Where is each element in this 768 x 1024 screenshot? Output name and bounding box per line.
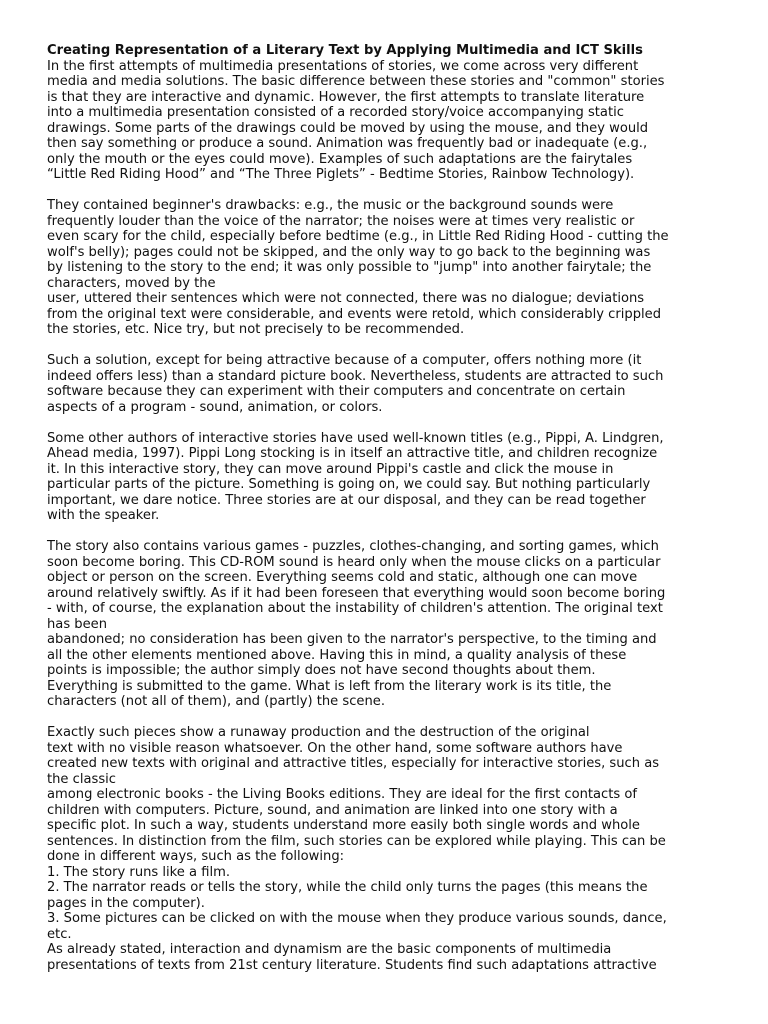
paragraph-gap [47, 524, 727, 540]
text-line: particular parts of the picture. Something is going on, we could say. But nothing particularly [47, 477, 651, 492]
paragraph-4 [47, 431, 727, 524]
text-line: indeed offers less) than a standard picture book. Nevertheless, students are attracted to such [47, 368, 664, 384]
text-line: user, uttered their sentences which were not connected, there was no dialogue; deviations [47, 291, 645, 306]
text-line: abandoned; no consideration has been given to the narrator's perspective, to the timing and [47, 632, 657, 647]
text-line: media and media solutions. The basic difference between these stories and "common" stories [47, 74, 665, 89]
text-line: the stories, etc. Nice try, but not precisely to be recommended. [47, 322, 465, 337]
text-line: with the speaker. [47, 508, 160, 523]
text-line: In the first attempts of multimedia presentations of stories, we come across very different [47, 58, 639, 74]
list-item-line: 2. The narrator reads or tells the story, while the child only turns the pages (this means the [47, 880, 648, 895]
text-line: into a multimedia presentation consisted of a recorded story/voice accompanying static [47, 105, 624, 120]
text-line: As already stated, interaction and dynamism are the basic components of multimedia [47, 942, 612, 957]
text-line: all the other elements mentioned above. Having this in mind, a quality analysis of these [47, 647, 627, 663]
numbered-list [47, 865, 727, 943]
text-line: it. In this interactive story, they can move around Pippi's castle and click the mouse in [47, 461, 614, 477]
text-line: Exactly such pieces show a runaway production and the destruction of the original [47, 725, 590, 740]
text-line: Some other authors of interactive stories have used well-known titles (e.g., Pippi, A. Lindgren, [47, 430, 664, 446]
text-line: points is impossible; the author simply does not have second thoughts about them. [47, 663, 596, 678]
paragraph-2 [47, 198, 727, 338]
paragraph-3 [47, 353, 727, 415]
text-line: around relatively swiftly. As if it had been foreseen that everything would soon become boring [47, 585, 666, 601]
text-line: from the original text were considerable, and events were retold, which considerably crippled [47, 306, 662, 322]
paragraph-1 [47, 59, 727, 183]
list-item-line: 1. The story runs like a film. [47, 864, 230, 880]
text-line: children with computers. Picture, sound, and animation are linked into one story with a [47, 802, 618, 818]
text-line: sentences. In distinction from the film, such stories can be explored while playing. This can be [47, 833, 666, 849]
text-line: Such a solution, except for being attractive because of a computer, offers nothing more (it [47, 353, 642, 368]
text-line: among electronic books - the Living Books editions. They are ideal for the first contacts of [47, 787, 637, 802]
text-line: “Little Red Riding Hood” and “The Three Piglets” - Bedtime Stories, Rainbow Technology). [47, 167, 635, 182]
text-line: by listening to the story to the end; it was only possible to "jump" into another fairytale; the [47, 260, 652, 275]
list-item [47, 865, 727, 881]
text-line: created new texts with original and attractive titles, especially for interactive stories, such as [47, 756, 660, 771]
text-line: important, we dare notice. Three stories are at our disposal, and they can be read together [47, 492, 646, 508]
document-page [47, 43, 727, 973]
list-item-line: 3. Some pictures can be clicked on with the mouse when they produce various sounds, dance, [47, 911, 667, 926]
list-item [47, 911, 727, 942]
text-line: is that they are interactive and dynamic. However, the first attempts to translate literature [47, 89, 645, 105]
paragraph-6 [47, 725, 727, 865]
text-line: The story also contains various games - puzzles, clothes-changing, and sorting games, which [47, 539, 659, 554]
text-line: done in different ways, such as the following: [47, 849, 345, 864]
list-item [47, 880, 727, 911]
text-line: has been [47, 616, 108, 632]
document-title: Creating Representation of a Literary Text by Applying Multimedia and ICT Skills [47, 43, 643, 58]
text-line: wolf's belly); pages could not be skipped, and the only way to go back to the beginning was [47, 244, 651, 260]
text-line: Ahead media, 1997). Pippi Long stocking is in itself an attractive title, and children recognize [47, 446, 658, 461]
text-line: frequently louder than the voice of the narrator; the noises were at times very realistic or [47, 213, 635, 229]
closing-paragraph [47, 942, 727, 973]
text-line: software because they can experiment with their computers and concentrate on certain [47, 384, 626, 399]
text-line: characters (not all of them), and (partly) the scene. [47, 694, 385, 709]
text-line: only the mouth or the eyes could move). Examples of such adaptations are the fairytales [47, 151, 633, 167]
text-line: object or person on the screen. Everything seems cold and static, although one can move [47, 570, 638, 585]
paragraph-gap [47, 183, 727, 199]
text-line: the classic [47, 771, 116, 787]
text-line: text with no visible reason whatsoever. On the other hand, some software authors have [47, 740, 623, 756]
text-line: drawings. Some parts of the drawings could be moved by using the mouse, and they would [47, 120, 649, 136]
text-line: soon become boring. This CD-ROM sound is heard only when the mouse clicks on a particular [47, 554, 661, 570]
text-line: They contained beginner's drawbacks: e.g., the music or the background sounds were [47, 198, 614, 213]
paragraph-gap [47, 710, 727, 726]
list-item-line: etc. [47, 926, 72, 942]
text-line: specific plot. In such a way, students understand more easily both single words and whole [47, 818, 640, 833]
text-line: - with, of course, the explanation about the instability of children's attention. The original text [47, 601, 663, 616]
list-item-line: pages in the computer). [47, 895, 205, 911]
text-line: then say something or produce a sound. Animation was frequently bad or inadequate (e.g., [47, 136, 648, 151]
text-line: aspects of a program - sound, animation, or colors. [47, 399, 383, 415]
paragraph-5 [47, 539, 727, 710]
paragraph-gap [47, 415, 727, 431]
text-line: even scary for the child, especially before bedtime (e.g., in Little Red Riding Hood - cutting the [47, 229, 669, 244]
paragraph-gap [47, 338, 727, 354]
text-line: Everything is submitted to the game. What is left from the literary work is its title, the [47, 678, 612, 694]
text-line: presentations of texts from 21st century literature. Students find such adaptations attractive [47, 957, 657, 973]
text-line: characters, moved by the [47, 275, 216, 291]
